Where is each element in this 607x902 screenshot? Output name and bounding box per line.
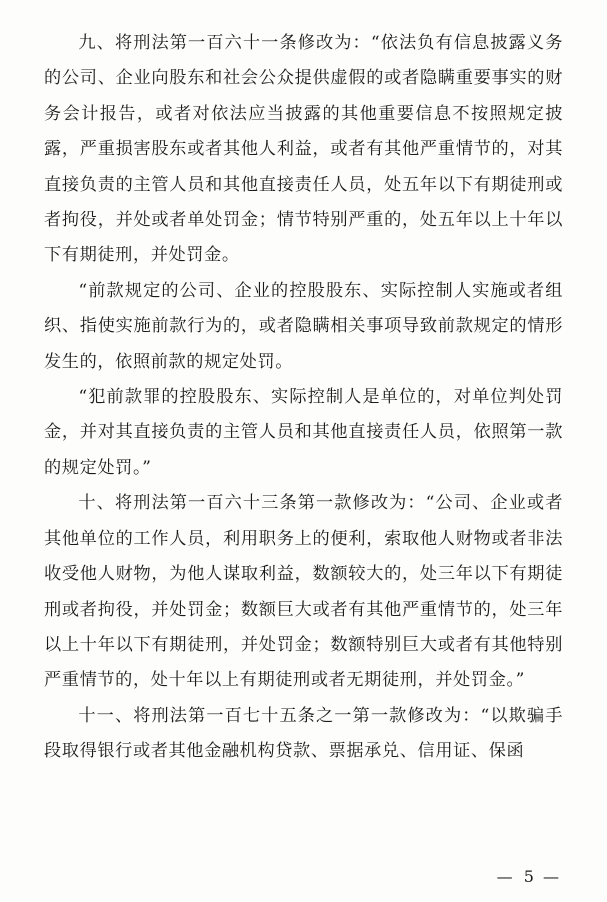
footer-dash-right: — [543, 867, 563, 886]
paragraph-item: “犯前款罪的控股股东、实际控制人是单位的，对单位判处罚金，并对其直接负责的主管人员和其他直接责任人员，依照第一款的规定处罚。” [44, 387, 563, 478]
paragraph-item: “前款规定的公司、企业的控股股东、实际控制人实施或者组织、指使实施前款行为的，或者隐瞒相关事项导致前款规定的情形发生的，依照前款的规定处罚。 [44, 280, 563, 372]
document-body [44, 26, 563, 770]
paragraph-item: 十一、将刑法第一百七十五条之一第一款修改为：“以欺骗手段取得银行或者其他金融机构贷款、票据承兑、信用证、保函 [44, 705, 563, 762]
paragraph-item: 九、将刑法第一百六十一条修改为：“依法负有信息披露义务的公司、企业向股东和社会公众提供虚假的或者隐瞒重要事实的财务会计报告，或者对依法应当披露的其他重要信息不按照规定披露，严重损害股东或者其他人利益，或者有其他严重情节的，对其直接负责的主管人员和其他直接责任人员，处五年以下有期徒刑或者拘役，并处或者单处罚金；情节特别严重的，处五年以上十年以下有期徒刑，并处罚金。 [44, 33, 563, 266]
page-footer [0, 867, 563, 886]
footer-dash-left: — [496, 867, 517, 886]
paragraph-item: 十、将刑法第一百六十三条第一款修改为：“公司、企业或者其他单位的工作人员，利用职务上的便利，索取他人财物或者非法收受他人财物，为他人谋取利益，数额较大的，处三年以下有期徒刑或者拘役，并处罚金；数额巨大或者有其他严重情节的，处三年以上十年以下有期徒刑，并处罚金；数额特别巨大或者有其他特别严重情节的，处十年以上有期徒刑或者无期徒刑，并处罚金。” [44, 493, 563, 691]
page-number: 5 [523, 867, 536, 886]
